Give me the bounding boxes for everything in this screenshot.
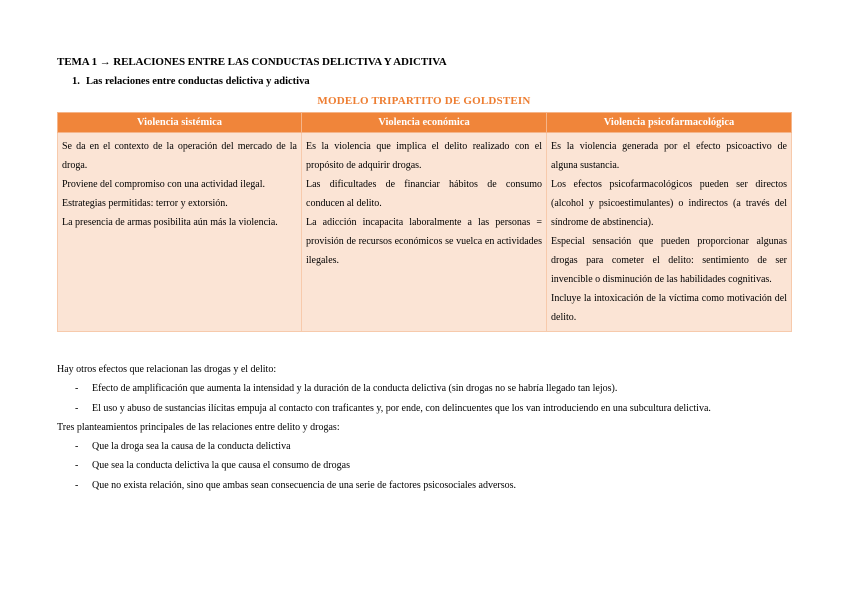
header-violencia-psicofarmacologica: Violencia psicofarmacológica xyxy=(547,113,792,133)
header-violencia-sistemica: Violencia sistémica xyxy=(58,113,302,133)
document-title: TEMA 1 → RELACIONES ENTRE LAS CONDUCTAS DELICTIVA Y ADICTIVA xyxy=(57,56,447,68)
cell-paragraph: Las dificultades de financiar hábitos de consumo conducen al delito. xyxy=(306,179,542,209)
section-heading xyxy=(72,76,310,87)
list-item-text: El uso y abuso de sustancias ilícitas empuja al contacto con traficantes y, por ende, con delincuentes que los van introduciendo en una subcultura delictiva. xyxy=(92,402,711,414)
cell-violencia-psicofarmacologica xyxy=(547,133,792,332)
cell-paragraph: Estrategias permitidas: terror y extorsión. xyxy=(62,198,228,209)
list-item xyxy=(57,379,711,398)
bullet-dash: - xyxy=(75,383,79,395)
list-item xyxy=(57,456,711,475)
cell-paragraph: La adicción incapacita laboralmente a las personas = provisión de recursos económicos se vuelca en actividades ilegales. xyxy=(306,217,542,266)
header-violencia-economica: Violencia económica xyxy=(302,113,547,133)
goldstein-model-table xyxy=(57,112,792,332)
list-item-text: Que no exista relación, sino que ambas sean consecuencia de una serie de factores psicosociales adversos. xyxy=(92,479,517,491)
list-item-text: Que la droga sea la causa de la conducta delictiva xyxy=(92,441,291,453)
cell-paragraph: Proviene del compromiso con una actividad ilegal. xyxy=(62,179,265,190)
body-text xyxy=(57,360,711,495)
cell-paragraph: Especial sensación que pueden proporcionar algunas drogas para cometer el delito: sentimiento de ser invencible o disminución de las habilidades cognitivas. xyxy=(551,236,787,285)
approaches-intro: Tres planteamientos principales de las relaciones entre delito y drogas: xyxy=(57,421,340,433)
table-row xyxy=(58,133,792,332)
section-number: 1. xyxy=(72,76,80,87)
list-item xyxy=(57,437,711,456)
bullet-dash: - xyxy=(75,441,79,453)
bullet-dash: - xyxy=(75,460,79,472)
table-title: MODELO TRIPARTITO DE GOLDSTEIN xyxy=(317,95,531,107)
cell-paragraph: Los efectos psicofarmacológicos pueden ser directos (alcohol y psicoestimulantes) o indirectos (a través del síndrome de abstinencia). xyxy=(551,179,787,228)
cell-violencia-economica xyxy=(302,133,547,332)
list-item xyxy=(57,476,711,495)
bullet-dash: - xyxy=(75,402,79,414)
cell-paragraph: La presencia de armas posibilita aún más la violencia. xyxy=(62,217,278,228)
cell-paragraph: Se da en el contexto de la operación del mercado de la droga. xyxy=(62,141,297,171)
list-item-text: Efecto de amplificación que aumenta la intensidad y la duración de la conducta delictiva (sin drogas no se habría llegado tan lejos). xyxy=(92,383,618,395)
cell-paragraph: Incluye la intoxicación de la víctima como motivación del delito. xyxy=(551,293,787,323)
list-item-text: Que sea la conducta delictiva la que causa el consumo de drogas xyxy=(92,460,350,472)
bullet-dash: - xyxy=(75,479,79,491)
table-header-row xyxy=(58,113,792,133)
cell-paragraph: Es la violencia generada por el efecto psicoactivo de alguna sustancia. xyxy=(551,141,787,171)
list-item xyxy=(57,399,711,418)
effects-intro: Hay otros efectos que relacionan las drogas y el delito: xyxy=(57,364,277,375)
cell-paragraph: Es la violencia que implica el delito realizado con el propósito de adquirir drogas. xyxy=(306,141,542,171)
section-title: Las relaciones entre conductas delictiva y adictiva xyxy=(86,76,310,87)
cell-violencia-sistemica xyxy=(58,133,302,332)
